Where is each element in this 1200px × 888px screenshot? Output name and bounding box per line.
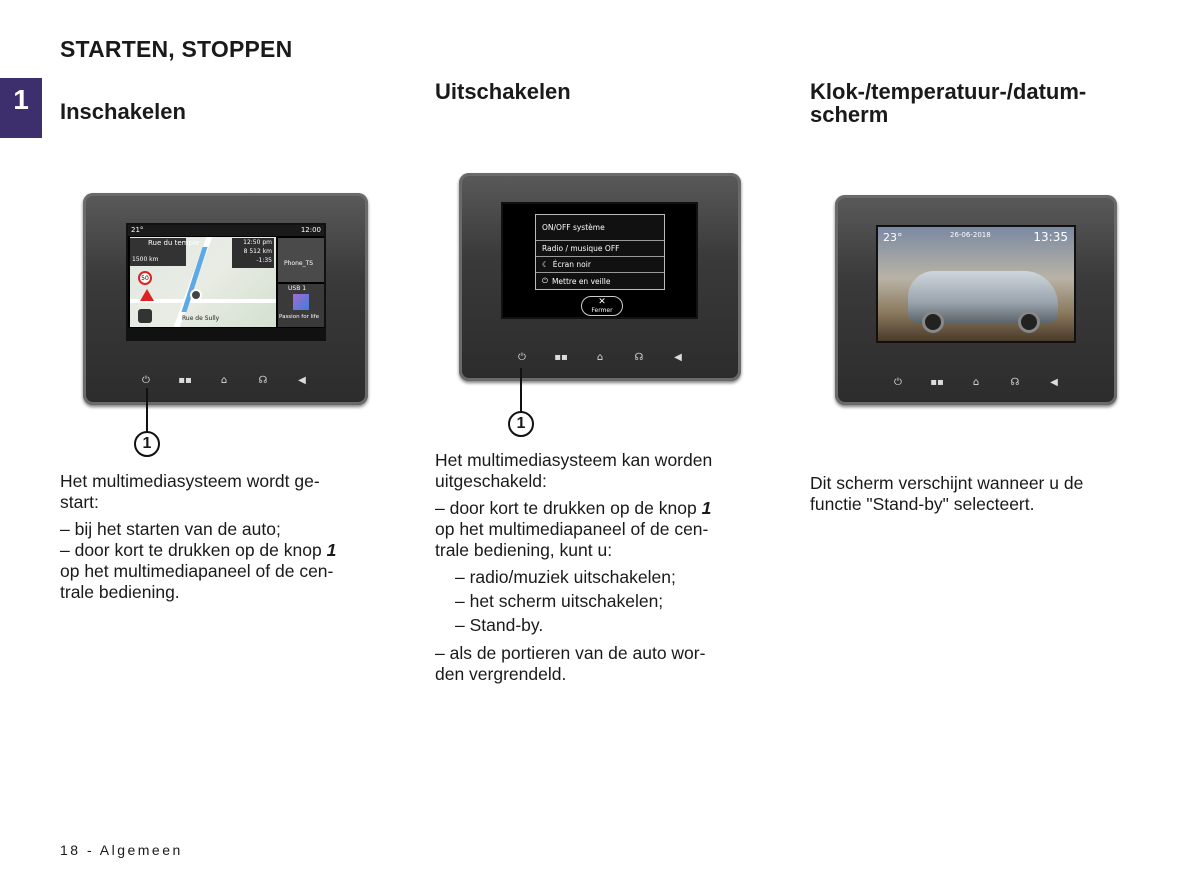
volume-icon[interactable]: ◀ [1050, 377, 1058, 388]
text-line: uitgeschakeld: [435, 471, 547, 491]
home-icon[interactable]: ⌂ [596, 352, 604, 363]
list-item [60, 540, 400, 561]
multimedia-device-nav [83, 193, 368, 405]
home-icon[interactable]: ⌂ [972, 377, 980, 388]
power-icon[interactable]: ⏻ [894, 377, 902, 388]
page-title: STARTEN, STOPPEN [60, 36, 293, 62]
warning-icon [140, 289, 154, 301]
section-title-inschakelen: Inschakelen [60, 99, 186, 124]
menu-header: ON/OFF système [536, 215, 664, 241]
chapter-tab: 1 [0, 78, 42, 138]
page-footer: 18 - Algemeen [60, 842, 183, 858]
menu-item-label: Mettre en veille [551, 276, 611, 286]
inschakelen-text [60, 471, 400, 603]
menu-icon [138, 309, 152, 323]
text-line: Het multimediasysteem wordt ge- [60, 471, 320, 491]
menu-item-standby[interactable] [536, 273, 664, 289]
power-icon[interactable]: ⏻ [518, 352, 526, 363]
delta-time: -1:35 [256, 257, 272, 264]
arrival-time: 12:50 pm [243, 239, 272, 246]
text-line: trale bediening, kunt u: [435, 540, 613, 560]
remaining-distance: 8 512 km [243, 248, 272, 255]
list-item: – als de portieren van de auto wor- [435, 643, 706, 663]
section-title-uitschakelen: Uitschakelen [435, 79, 571, 104]
moon-icon: ☾ [542, 260, 549, 269]
home-icon[interactable]: ⌂ [220, 375, 228, 386]
phone-label: Phone_TS [284, 260, 314, 267]
distance-label: 1500 km [132, 256, 159, 263]
text-line: – door kort te drukken op de knop [60, 540, 327, 560]
knop-ref: 1 [326, 540, 337, 560]
voice-icon[interactable]: ☊ [1010, 377, 1020, 388]
voice-icon[interactable]: ☊ [258, 375, 268, 386]
list-item: – bij het starten van de auto; [60, 519, 281, 539]
hard-button-row [891, 377, 1061, 388]
track-label: Passion for life [279, 314, 319, 320]
menu-item-label: Écran noir [552, 260, 591, 269]
grid-icon[interactable]: ▪▪ [930, 377, 944, 388]
text-line: – door kort te drukken op de knop [435, 498, 702, 518]
eta-tile [232, 238, 274, 268]
section-title-klok [810, 80, 1086, 126]
hard-button-row [515, 352, 685, 363]
knop-ref: 1 [701, 498, 712, 518]
text-line: trale bediening. [60, 582, 180, 602]
speed-limit-sign: 50 [138, 271, 152, 285]
usb-label: USB 1 [288, 285, 307, 292]
menu-item-radio-off[interactable] [536, 241, 664, 257]
power-icon[interactable]: ⏻ [142, 375, 150, 386]
menu-item-label: Radio / musique OFF [542, 244, 620, 253]
close-label: Fermer [591, 307, 613, 314]
album-art [293, 294, 309, 310]
temperature-label: 23° [883, 231, 903, 244]
volume-icon[interactable]: ◀ [298, 375, 306, 386]
callout-1: 1 [508, 411, 534, 437]
title-line: Klok-/temperatuur-/datum- [810, 79, 1087, 104]
sub-item: – radio/muziek uitschakelen; [455, 567, 676, 587]
voice-icon[interactable]: ☊ [634, 352, 644, 363]
power-icon: ⏻ [542, 276, 548, 285]
multimedia-device-clock [835, 195, 1117, 405]
volume-icon[interactable]: ◀ [674, 352, 682, 363]
nav-instruction-tile [130, 238, 200, 266]
media-tile[interactable] [278, 284, 324, 327]
multimedia-device-menu [459, 173, 741, 381]
text-line: Het multimediasysteem kan worden [435, 450, 713, 470]
sub-item: – Stand-by. [455, 615, 544, 635]
time-label: 13:35 [1033, 230, 1068, 244]
uitschakelen-text [435, 450, 780, 685]
nav-screen [126, 223, 326, 341]
menu-item-screen-off[interactable] [536, 257, 664, 273]
klok-text [810, 473, 1170, 515]
grid-icon[interactable]: ▪▪ [178, 375, 192, 386]
street-bottom: Rue de Sully [182, 315, 220, 322]
onoff-menu [535, 214, 665, 290]
text-line: op het multimediapaneel of de cen- [60, 561, 334, 581]
list-item [435, 498, 780, 519]
close-icon: ✕ [598, 297, 606, 307]
temp-label: 21° [131, 226, 144, 234]
grid-icon[interactable]: ▪▪ [554, 352, 568, 363]
text-line: den vergrendeld. [435, 664, 567, 684]
sub-item: – het scherm uitschakelen; [455, 591, 664, 611]
callout-1: 1 [134, 431, 160, 457]
menu-screen [501, 202, 698, 319]
text-line: start: [60, 492, 99, 512]
date-label: 26-06-2018 [950, 231, 991, 239]
callout-line [520, 368, 522, 412]
clock-screen [876, 225, 1076, 343]
street-top: Rue du temple [148, 239, 200, 247]
callout-line [146, 388, 148, 432]
close-button[interactable] [581, 296, 623, 316]
text-line: op het multimediapaneel of de cen- [435, 519, 709, 539]
clock-label: 12:00 [300, 226, 321, 234]
text-line: Dit scherm verschijnt wanneer u de [810, 473, 1084, 493]
hard-button-row [139, 375, 309, 386]
title-line: scherm [810, 102, 889, 127]
phone-tile[interactable] [278, 238, 324, 282]
text-line: functie "Stand-by" selecteert. [810, 494, 1035, 514]
